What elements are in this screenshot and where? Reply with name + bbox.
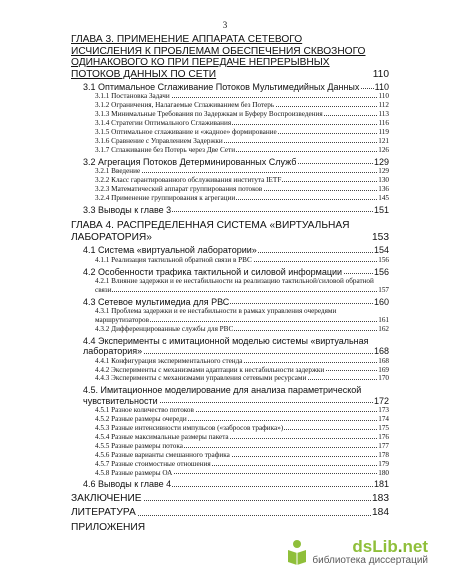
- toc-entry-text: 3.3 Выводы к главе 3: [83, 204, 172, 215]
- toc-entry-text: 4.5.1 Разное количество потоков: [95, 406, 194, 415]
- toc-entry-section: [71, 157, 389, 167]
- toc-entry-subsection: [71, 469, 389, 478]
- toc-entry-chapter: [71, 507, 389, 519]
- toc-entry-page: 180: [378, 468, 389, 477]
- toc-entry-section: [71, 479, 389, 489]
- toc-entry-text: 4.5. Имитационное моделирование для анализа параметрической чувствительности: [83, 385, 362, 406]
- toc-entry-subsection: [71, 442, 389, 451]
- toc-entry-text: 3.2 Агрегация Потоков Детерминированных Служб: [83, 156, 297, 167]
- watermark-title-tld: net: [402, 537, 428, 556]
- toc-entry-text: 4.3.2 Дифференцированные службы для РВС: [95, 324, 234, 333]
- toc-entry-text: 4.1 Система «виртуальной лаборатории»: [83, 245, 257, 256]
- toc-entry-text: 4.2 Особенности трафика тактильной и силовой информации: [83, 266, 343, 277]
- toc-entry-page: 181: [373, 479, 389, 490]
- toc-entry-subsection: [71, 451, 389, 460]
- toc-entry-page: 121: [378, 136, 389, 145]
- toc-entry-page: 129: [373, 156, 389, 167]
- toc-entry-page: 170: [378, 374, 389, 383]
- toc-entry-text: 4.2.1 Влияние задержки и ее нестабильности на реализацию тактильной/силовой обратной связи: [95, 276, 374, 294]
- toc-entry-text: 3.1.2 Ограничения, Налагаемые Сглаживанием без Потерь: [95, 101, 275, 110]
- toc-entry-text: 4.4.3 Эксперименты с механизмами управления сетевыми ресурсами: [95, 374, 307, 383]
- toc-entry-subsection: [71, 176, 389, 185]
- toc-entry-text: 4.3.1 Проблема задержки и ее нестабильности в рамках управления очередями маршрутизаторов: [95, 307, 337, 325]
- toc-entry-subsection: [71, 406, 389, 415]
- toc-entry-subsection: [71, 119, 389, 128]
- toc-entry-page: 175: [378, 424, 389, 432]
- toc-entry-page: 116: [378, 119, 389, 128]
- toc-entry-text: 4.5.6 Разные варианты смешанного трафика: [95, 450, 230, 459]
- toc-entry-page: 184: [372, 507, 389, 519]
- toc-entry-page: 160: [373, 296, 389, 307]
- toc-entry-text: ГЛАВА 4. РАСПРЕДЕЛЕННАЯ СИСТЕМА «ВИРТУАЛЬНАЯ ЛАБОРАТОРИЯ»: [71, 220, 350, 243]
- toc-entry-text: 3.1.7 Сглаживание без Потерь через Две Сети: [95, 145, 236, 154]
- toc-entry-text: 3.1.4 Стратегии Оптимального Сглаживания: [95, 119, 232, 128]
- toc-entry-subsection: [71, 194, 389, 203]
- toc-entry-subsection: [71, 128, 389, 137]
- toc-entry-subsection: [71, 146, 389, 155]
- toc-entry-page: 119: [378, 128, 389, 137]
- toc-entry-text: 3.1.6 Сравнение с Управлением Задержки: [95, 136, 223, 145]
- toc-entry-subsection: [71, 277, 389, 295]
- toc-entry-text: 3.1.3 Минимальные Требования по Задержкам и Буферу Воспроизведения: [95, 110, 323, 119]
- toc-entry-page: 176: [378, 432, 389, 441]
- watermark-title-main: dsLib: [352, 537, 398, 556]
- toc-entry-page: 157: [378, 285, 389, 294]
- toc-entry-page: 126: [378, 145, 389, 154]
- toc-entry-text: 4.5.2 Разные размеры очереди: [95, 415, 187, 424]
- toc-entry-page: 129: [378, 167, 389, 176]
- toc-entry-text: ПРИЛОЖЕНИЯ: [71, 521, 146, 533]
- toc-entry-page: 136: [378, 184, 389, 193]
- toc-entry-page: 168: [373, 346, 389, 357]
- toc-entry-text: 3.2.1 Введение: [95, 167, 141, 176]
- toc-entry-page: 113: [378, 110, 389, 119]
- toc-entry-subsection: [71, 185, 389, 194]
- toc-entry-subsection: [71, 460, 389, 469]
- toc-entry-page: 153: [372, 231, 389, 243]
- toc-entry-text: ЗАКЛЮЧЕНИЕ: [71, 492, 142, 504]
- toc-entry-text: 4.4.2 Эксперименты с механизмами адаптации к нестабильности задержки: [95, 365, 325, 374]
- toc-entry-text: 3.1.5 Оптимальное сглаживание и «жадное» формирование: [95, 128, 277, 137]
- toc-entry-subsection: [71, 433, 389, 442]
- toc-entry-section: [71, 385, 389, 406]
- toc-entry-subsection: [71, 415, 389, 424]
- toc-entry-page: 145: [378, 193, 389, 202]
- toc-entry-page: 178: [378, 450, 389, 459]
- toc-entry-text: 4.6 Выводы к главе 4: [83, 479, 172, 490]
- toc-entry-chapter: [71, 522, 389, 534]
- toc-entry-page: 168: [378, 356, 389, 365]
- toc-entry-page: 110: [372, 68, 389, 80]
- toc-entry-text: ГЛАВА 3. ПРИМЕНЕНИЕ АППАРАТА СЕТЕВОГО ИСЧИСЛЕНИЯ К ПРОБЛЕМАМ ОБЕСПЕЧЕНИЯ СКВОЗНОГО ОДИНАКОВОГО КО ПРИ ПЕРЕДАЧЕ НЕПРЕРЫВНЫХ ПОТОКОВ ДАННЫХ ПО СЕТИ: [71, 34, 366, 80]
- toc-entry-subsection: [71, 307, 389, 325]
- toc-entry-text: 3.1 Оптимальное Сглаживание Потоков Мультимедийных Данных: [83, 82, 360, 92]
- toc-entry-text: 3.2.4 Применение группирования к агрегации: [95, 193, 236, 202]
- watermark-logo: [312, 538, 428, 566]
- toc-entry-subsection: [71, 110, 389, 119]
- page-number: 3: [222, 20, 228, 30]
- toc-entry-page: 172: [373, 395, 389, 406]
- toc-entry-text: 4.5.8 Разные размеры ОА: [95, 468, 173, 477]
- watermark-title-dot: .: [397, 537, 403, 556]
- toc-entry-page: 154: [373, 245, 389, 256]
- watermark: [286, 538, 428, 566]
- toc-entry-page: 162: [378, 324, 389, 333]
- toc-entry-subsection: [71, 137, 389, 146]
- toc-entry-chapter: [71, 493, 389, 505]
- toc-entry-text: 4.5.7 Разные стоимостные отношения: [95, 459, 211, 468]
- watermark-subtitle: библиотека диссертаций: [312, 555, 428, 566]
- toc-entry-section: [71, 205, 389, 215]
- toc-entry-section: [71, 267, 389, 277]
- toc-entry-text: 4.5.3 Разные интенсивности импульсов («забросов трафика»): [95, 424, 284, 432]
- toc-entry-subsection: [71, 92, 389, 101]
- toc-entry-text: 4.4.1 Конфигурация экспериментального стенда: [95, 356, 243, 365]
- toc-entry-text: 4.1.1 Реализация тактильной обратной связи в РВС: [95, 255, 252, 264]
- toc-entry-subsection: [71, 424, 389, 433]
- toc-entry-subsection: [71, 256, 389, 265]
- toc-entry-section: [71, 297, 389, 307]
- open-book-icon: [286, 538, 308, 566]
- toc-entry-page: 179: [378, 459, 389, 468]
- toc-entry-page: 110: [374, 82, 389, 92]
- toc-entry-text: 3.2.2 Класс гарантированного обслуживания института IETF: [95, 176, 282, 185]
- toc-entry-subsection: [71, 357, 389, 366]
- toc-entry-page: 130: [378, 176, 389, 185]
- toc-entry-text: ЛИТЕРАТУРА: [71, 507, 136, 519]
- toc-entry-text: 4.3 Сетевое мультимедиа для РВС: [83, 296, 230, 307]
- toc-entry-chapter: [71, 34, 389, 80]
- toc-entry-section: [71, 245, 389, 255]
- toc-entry-chapter: [71, 220, 389, 243]
- toc-entry-subsection: [71, 374, 389, 383]
- toc-entry-subsection: [71, 167, 389, 176]
- toc-entry-page: 173: [378, 406, 389, 415]
- toc-entry-page: 156: [378, 255, 389, 264]
- toc-entry-page: 177: [378, 441, 389, 450]
- watermark-title: [352, 538, 428, 555]
- toc-entry-section: [71, 336, 389, 357]
- toc-entry-subsection: [71, 325, 389, 334]
- toc-entry-section: [71, 82, 389, 92]
- toc-entry-text: 4.5.4 Разные максимальные размеры пакета: [95, 432, 229, 441]
- toc-entry-page: 161: [378, 316, 389, 325]
- table-of-contents: [71, 34, 389, 533]
- toc-entry-page: 183: [372, 492, 389, 504]
- toc-entry-subsection: [71, 366, 389, 375]
- toc-entry-page: 169: [378, 365, 389, 374]
- toc-entry-text: 3.1.1 Постановка Задачи: [95, 92, 170, 101]
- toc-entry-page: 156: [373, 266, 389, 277]
- toc-entry-subsection: [71, 101, 389, 110]
- toc-entry-page: 110: [378, 92, 389, 101]
- toc-entry-page: 151: [373, 204, 389, 215]
- toc-entry-page: 112: [378, 101, 389, 110]
- toc-entry-page: 174: [378, 415, 389, 424]
- toc-entry-text: 4.4 Эксперименты с имитационной моделью системы «виртуальная лаборатория»: [83, 335, 369, 357]
- toc-entry-text: 4.5.5 Разные размеры потока: [95, 441, 183, 450]
- toc-entry-text: 3.2.3 Математический аппарат группирования потоков: [95, 184, 263, 193]
